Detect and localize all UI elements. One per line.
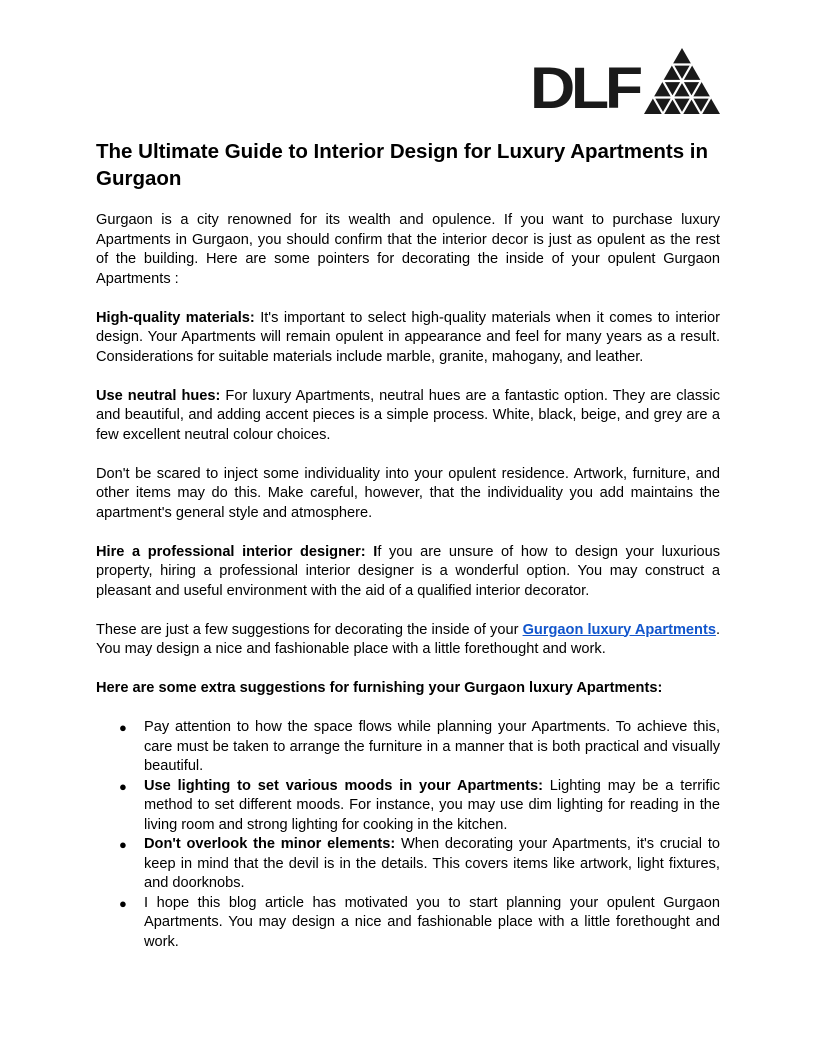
list-item-body: When decorating your Apartments, it's crucial to keep in mind that the devil is in the details. This covers items like artwork, light fixtures, and doorknobs. (144, 836, 720, 891)
list-item (119, 835, 720, 894)
intro-paragraph: Gurgaon is a city renowned for its wealth and opulence. If you want to purchase luxury Apartments in Gurgaon, you should confirm that the interior decor is just as opulent as the rest of the building. Here are some pointers for decorating the inside of your opulent Gurgaon Apartments : (96, 212, 720, 287)
list-item-heading: Use lighting to set various moods in your Apartments: (144, 777, 543, 794)
list-item-body: I hope this blog article has motivated you to start planning your opulent Gurgaon Apartments. You may design a nice and fashionable place with a little forethought and work. (144, 894, 720, 950)
logo-text: DLF (530, 56, 639, 121)
individuality-paragraph: Don't be scared to inject some individuality into your opulent residence. Artwork, furniture, and other items may do this. Make careful, however, that the individuality you add maintains the apartment's general style and atmosphere. (96, 465, 720, 521)
list-item (119, 894, 720, 953)
suggestions-before: These are just a few suggestions for decorating the inside of your (96, 621, 523, 638)
hues-paragraph (96, 387, 720, 446)
list-item-body: Lighting may be a terrific method to set different moods. For instance, you may use dim lighting for reading in the living room and strong lighting for cooking in the kitchen. (144, 777, 720, 833)
bullet-icon: ● (119, 837, 127, 852)
bullet-icon: ● (119, 895, 127, 911)
materials-heading: High-quality materials: (96, 309, 255, 326)
page-title: The Ultimate Guide to Interior Design for Luxury Apartments in Gurgaon (96, 140, 709, 190)
list-item (119, 718, 720, 777)
designer-paragraph (96, 543, 720, 602)
designer-heading: Hire a professional interior designer: I (96, 543, 378, 560)
dlf-logo (530, 48, 720, 121)
materials-paragraph (96, 309, 720, 368)
materials-body: It's important to select high-quality materials when it comes to interior design. Your Apartments will remain opulent in appearance and feel for many years as a result. Considerations for suitable materials include marble, granite, mahogany, and leather. (96, 309, 720, 365)
suggestions-after: . You may design a nice and fashionable place with a little forethought and work. (96, 621, 720, 657)
document-body (96, 138, 720, 952)
extra-heading-text: Here are some extra suggestions for furnishing your Gurgaon luxury Apartments: (96, 680, 663, 696)
list-item-heading: Don't overlook the minor elements: (144, 836, 396, 852)
designer-body: f you are unsure of how to design your luxurious property, hiring a professional interior designer is a wonderful option. You may construct a pleasant and useful environment with the aid of a qualified interior decorator. (96, 543, 720, 599)
bullet-icon: ● (119, 720, 127, 735)
hues-heading: Use neutral hues: (96, 387, 221, 404)
gurgaon-luxury-apartments-link[interactable]: Gurgaon luxury Apartments (522, 621, 716, 638)
suggestions-paragraph (96, 621, 720, 660)
suggestions-list (96, 718, 720, 952)
list-item (119, 777, 720, 836)
hues-body: For luxury Apartments, neutral hues are a fantastic option. They are classic and beautiful, and adding accent pieces is a simple process. White, black, beige, and grey are a few excellent neutral colour choices. (96, 387, 720, 443)
extra-suggestions-heading (96, 679, 720, 699)
list-item-body: Pay attention to how the space flows while planning your Apartments. To achieve this, care must be taken to arrange the furniture in a manner that is both practical and visually beautiful. (144, 719, 720, 774)
bullet-icon: ● (119, 778, 127, 794)
triangle-grid-logo-icon (644, 48, 720, 116)
